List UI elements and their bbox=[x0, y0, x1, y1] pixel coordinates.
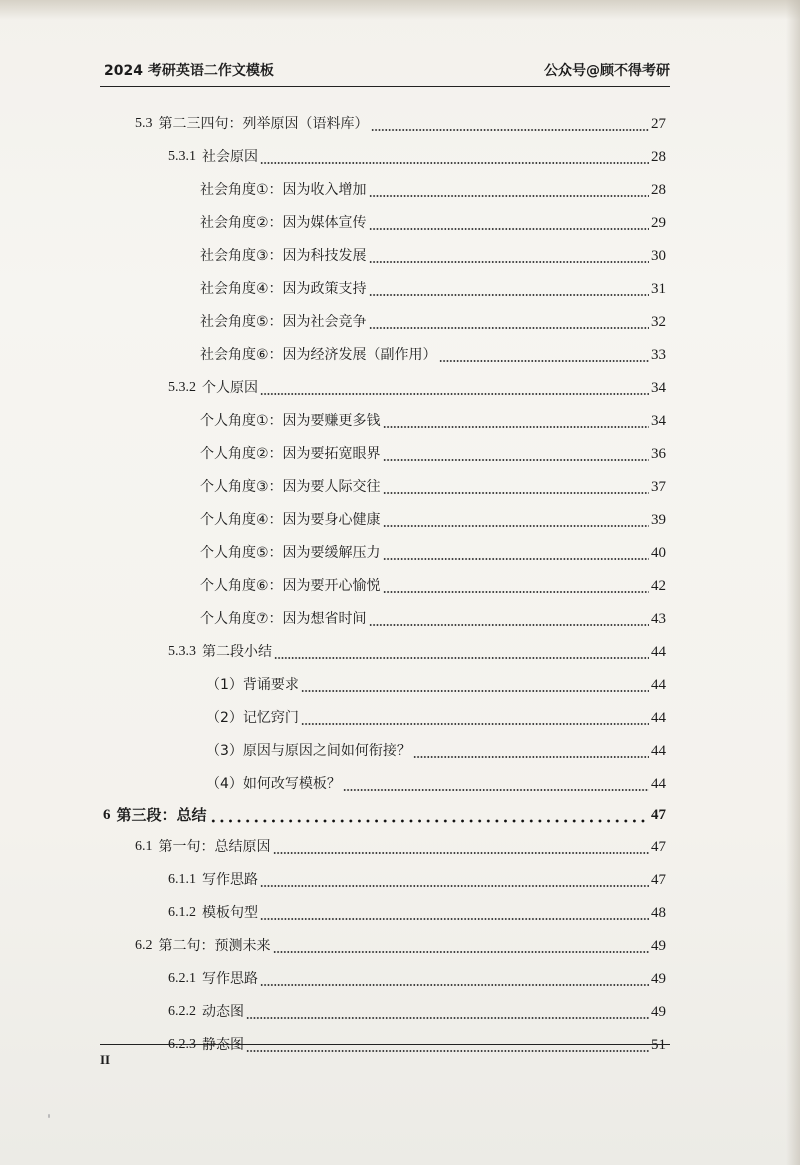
toc-entry-title: 第三段：总结 bbox=[116, 806, 207, 824]
toc-entry-page: 27 bbox=[651, 116, 666, 132]
toc-entry-number: 6.2.2 bbox=[168, 1004, 196, 1019]
toc-entry-page: 34 bbox=[651, 380, 666, 396]
toc-entry-page: 44 bbox=[651, 710, 666, 726]
toc-entry[interactable] bbox=[168, 636, 666, 662]
toc-leader-dots bbox=[273, 936, 650, 956]
toc-entry[interactable] bbox=[168, 996, 666, 1022]
toc-leader-dots bbox=[260, 147, 649, 167]
toc-entry[interactable] bbox=[200, 537, 666, 563]
toc-entry-page: 33 bbox=[651, 347, 666, 363]
toc-entry[interactable] bbox=[200, 207, 666, 233]
toc-leader-dots bbox=[369, 246, 649, 266]
toc-entry[interactable] bbox=[200, 438, 666, 464]
toc-entry-title: 动态图 bbox=[202, 1004, 244, 1020]
toc-leader-dots bbox=[369, 279, 649, 299]
toc-leader-dots bbox=[413, 741, 649, 761]
toc-entry-title: 个人角度⑦：因为想省时间 bbox=[200, 611, 367, 627]
toc-entry-page: 47 bbox=[651, 807, 666, 823]
toc-entry[interactable] bbox=[200, 273, 666, 299]
paper-speck bbox=[48, 1114, 50, 1118]
toc-entry-page: 47 bbox=[651, 872, 666, 888]
toc-entry[interactable] bbox=[200, 504, 666, 530]
toc-entry-title: 第二三四句：列举原因（语料库） bbox=[158, 116, 369, 132]
toc-entry[interactable] bbox=[168, 372, 666, 398]
toc-leader-dots bbox=[371, 114, 650, 134]
toc-leader-dots bbox=[383, 477, 649, 497]
toc-leader-dots bbox=[246, 1002, 649, 1022]
page-header bbox=[104, 60, 670, 84]
toc-entry-title: 个人角度⑥：因为要开心愉悦 bbox=[200, 578, 381, 594]
toc-leader-dots bbox=[383, 576, 649, 596]
toc-entry[interactable] bbox=[206, 735, 666, 761]
toc-entry-number: 5.3.3 bbox=[168, 644, 196, 659]
toc-leader-dots bbox=[246, 1035, 649, 1055]
toc-leader-dots bbox=[260, 969, 649, 989]
toc-entry-title: 第二句：预测未来 bbox=[158, 938, 271, 954]
toc-entry-page: 44 bbox=[651, 776, 666, 792]
toc-entry-page: 37 bbox=[651, 479, 666, 495]
toc-leader-dots bbox=[383, 510, 649, 530]
toc-entry-title: 个人原因 bbox=[202, 380, 258, 396]
toc-entry-page: 32 bbox=[651, 314, 666, 330]
toc-entry-title: 社会角度②：因为媒体宣传 bbox=[200, 215, 367, 231]
toc-entry-number: 6.1.1 bbox=[168, 872, 196, 887]
toc-entry[interactable] bbox=[200, 471, 666, 497]
toc-entry-page: 44 bbox=[651, 644, 666, 660]
toc-leader-dots bbox=[369, 609, 649, 629]
toc-leader-dots bbox=[369, 312, 649, 332]
toc-leader-dots bbox=[301, 708, 649, 728]
toc-entry[interactable] bbox=[200, 603, 666, 629]
toc-entry-title: 个人角度⑤：因为要缓解压力 bbox=[200, 545, 381, 561]
toc-entry[interactable] bbox=[168, 1029, 666, 1055]
toc-entry[interactable] bbox=[135, 108, 666, 134]
toc-entry-title: （3）原因与原因之间如何衔接？ bbox=[206, 743, 411, 759]
page-right-shadow bbox=[786, 0, 800, 1165]
toc-entry-title: 个人角度①：因为要赚更多钱 bbox=[200, 413, 381, 429]
toc-leader-dots bbox=[369, 180, 649, 200]
toc-entry-title: 社会角度③：因为科技发展 bbox=[200, 248, 367, 264]
toc-entry-title: 个人角度④：因为要身心健康 bbox=[200, 512, 381, 528]
toc-entry-page: 44 bbox=[651, 743, 666, 759]
toc-entry-page: 47 bbox=[651, 839, 666, 855]
toc-entry-page: 30 bbox=[651, 248, 666, 264]
toc-entry-title: 社会角度④：因为政策支持 bbox=[200, 281, 367, 297]
toc-entry[interactable] bbox=[135, 831, 666, 857]
header-account: 公众号@顾不得考研 bbox=[544, 63, 670, 79]
toc-leader-dots bbox=[383, 543, 649, 563]
toc-entry-title: 社会原因 bbox=[202, 149, 258, 165]
toc-entry-page: 40 bbox=[651, 545, 666, 561]
toc-entry-title: （1）背诵要求 bbox=[206, 677, 299, 693]
toc-entry-page: 34 bbox=[651, 413, 666, 429]
toc-leader-dots bbox=[260, 870, 649, 890]
toc-entry-title: （2）记忆窍门 bbox=[206, 710, 299, 726]
toc-leader-dots bbox=[260, 903, 649, 923]
toc-entry[interactable] bbox=[200, 306, 666, 332]
toc-leader-dots bbox=[383, 444, 649, 464]
toc-entry[interactable] bbox=[135, 930, 666, 956]
toc-entry-page: 51 bbox=[651, 1037, 666, 1053]
toc-leader-dots bbox=[369, 213, 649, 233]
toc-entry-title: 第一句：总结原因 bbox=[158, 839, 271, 855]
toc-entry-title: 写作思路 bbox=[202, 872, 258, 888]
toc-leader-dots bbox=[274, 642, 649, 662]
toc-leader-dots bbox=[273, 837, 650, 857]
toc-entry-number: 5.3.2 bbox=[168, 380, 196, 395]
toc-leader-dots bbox=[301, 675, 649, 695]
toc-entry[interactable] bbox=[168, 141, 666, 167]
toc-entry-number: 5.3 bbox=[135, 116, 153, 131]
toc-entry[interactable] bbox=[206, 768, 666, 794]
toc-entry[interactable] bbox=[168, 897, 666, 923]
toc-entry-page: 43 bbox=[651, 611, 666, 627]
toc-entry-page: 44 bbox=[651, 677, 666, 693]
header-rule bbox=[100, 86, 670, 87]
toc-leader-dots bbox=[383, 411, 649, 431]
toc-leader-dots bbox=[209, 805, 649, 825]
footer-rule bbox=[100, 1044, 670, 1045]
toc-entry-title: 写作思路 bbox=[202, 971, 258, 987]
toc-entry[interactable] bbox=[200, 405, 666, 431]
toc-entry-page: 31 bbox=[651, 281, 666, 297]
toc-entry-title: 社会角度①：因为收入增加 bbox=[200, 182, 367, 198]
toc-entry[interactable] bbox=[200, 339, 666, 365]
toc-entry-page: 28 bbox=[651, 182, 666, 198]
toc-entry[interactable] bbox=[200, 570, 666, 596]
toc-entry-title: 第二段小结 bbox=[202, 644, 272, 660]
toc-entry-page: 48 bbox=[651, 905, 666, 921]
toc-entry-page: 29 bbox=[651, 215, 666, 231]
toc-entry-title: 个人角度②：因为要拓宽眼界 bbox=[200, 446, 381, 462]
toc-entry-title: 静态图 bbox=[202, 1037, 244, 1053]
toc-entry-number: 6.2.3 bbox=[168, 1037, 196, 1052]
toc-entry-title: 社会角度⑥：因为经济发展（副作用） bbox=[200, 347, 437, 363]
header-title: 2024 考研英语二作文模板 bbox=[104, 63, 274, 79]
toc-leader-dots bbox=[260, 378, 649, 398]
toc-entry-page: 36 bbox=[651, 446, 666, 462]
toc-leader-dots bbox=[343, 774, 649, 794]
page-top-shadow bbox=[0, 0, 800, 20]
toc-leader-dots bbox=[439, 345, 649, 365]
toc-entry-number: 6.2 bbox=[135, 938, 153, 953]
toc-entry-number: 5.3.1 bbox=[168, 149, 196, 164]
toc-chapter-entry[interactable] bbox=[103, 799, 666, 825]
toc-entry-page: 42 bbox=[651, 578, 666, 594]
toc-entry-page: 39 bbox=[651, 512, 666, 528]
toc-entry-number: 6.2.1 bbox=[168, 971, 196, 986]
toc-entry-page: 28 bbox=[651, 149, 666, 165]
toc-entry-page: 49 bbox=[651, 938, 666, 954]
toc-entry-page: 49 bbox=[651, 1004, 666, 1020]
toc-entry[interactable] bbox=[168, 864, 666, 890]
toc-entry-title: 个人角度③：因为要人际交往 bbox=[200, 479, 381, 495]
page-number: II bbox=[100, 1052, 111, 1067]
toc-entry-number: 6.1.2 bbox=[168, 905, 196, 920]
toc-entry[interactable] bbox=[206, 669, 666, 695]
toc-entry-title: （4）如何改写模板？ bbox=[206, 776, 341, 792]
toc-entry-number: 6 bbox=[103, 807, 111, 823]
toc-entry[interactable] bbox=[200, 174, 666, 200]
toc-entry-title: 社会角度⑤：因为社会竞争 bbox=[200, 314, 367, 330]
toc-entry-number: 6.1 bbox=[135, 839, 153, 854]
toc-entry-page: 49 bbox=[651, 971, 666, 987]
toc-entry[interactable] bbox=[168, 963, 666, 989]
toc-entry[interactable] bbox=[206, 702, 666, 728]
toc-entry[interactable] bbox=[200, 240, 666, 266]
toc-entry-title: 模板句型 bbox=[202, 905, 258, 921]
